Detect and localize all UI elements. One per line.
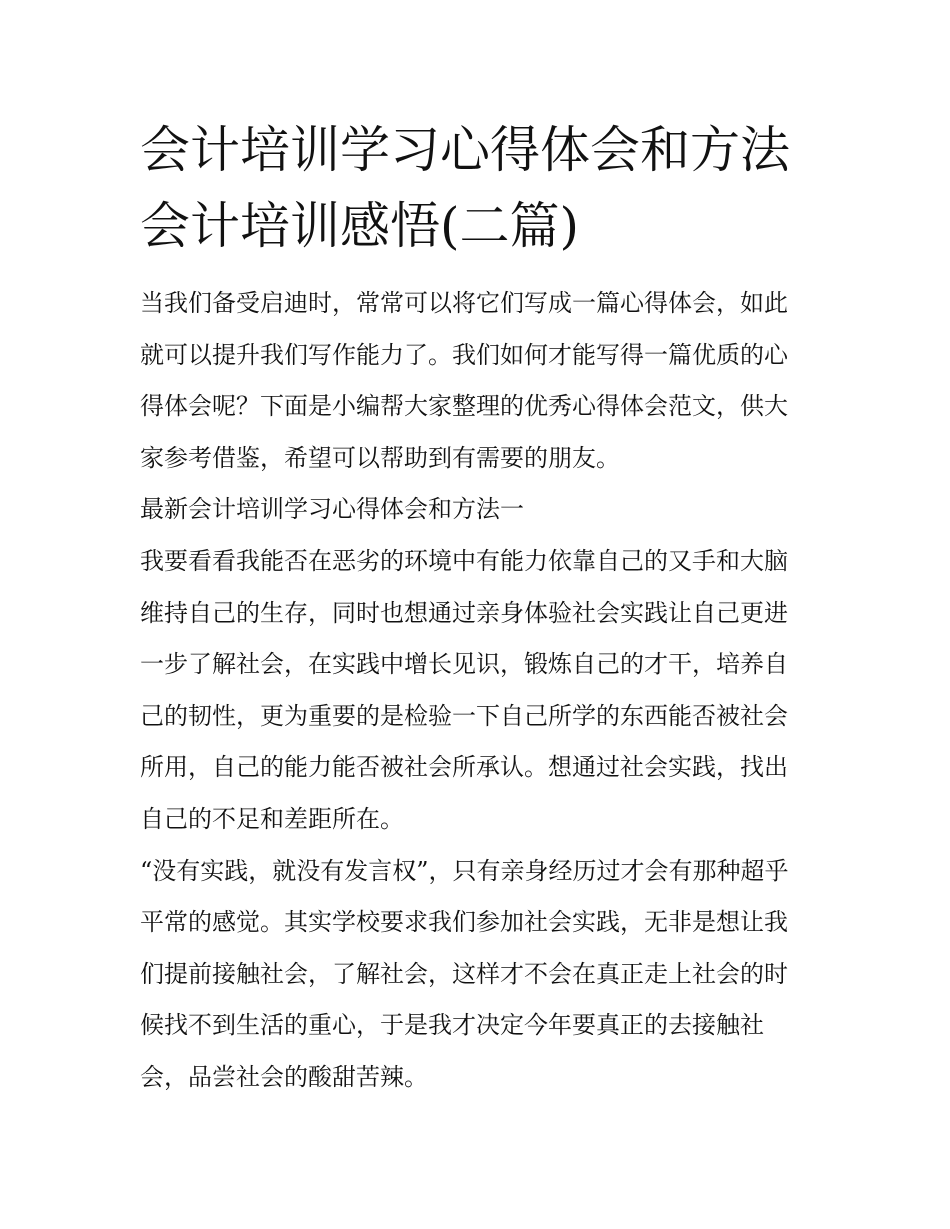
document-body bbox=[140, 278, 816, 1104]
text-line: 平常的感觉。其实学校要求我们参加社会实践，无非是想让我 bbox=[140, 908, 788, 937]
body-paragraph bbox=[140, 536, 816, 846]
title-line-2: 会计培训感悟(二篇) bbox=[140, 197, 580, 255]
body-paragraph bbox=[140, 846, 816, 1104]
text-line: “没有实践，就没有发言权”，只有亲身经历过才会有那种超乎 bbox=[140, 856, 789, 885]
text-line: 一步了解社会，在实践中增长见识，锻炼自己的才干，培养自 bbox=[140, 650, 788, 679]
text-line: 我要看看我能否在恶劣的环境中有能力依靠自己的又手和大脑 bbox=[140, 546, 788, 575]
text-line: 最新会计培训学习心得体会和方法一 bbox=[140, 495, 524, 524]
text-line: 所用，自己的能力能否被社会所承认。想通过社会实践，找出 bbox=[140, 753, 788, 782]
text-line: 当我们备受启迪时，常常可以将它们写成一篇心得体会，如此 bbox=[140, 289, 788, 317]
document-title bbox=[140, 112, 820, 264]
text-line: 就可以提升我们写作能力了。我们如何才能写得一篇优质的心 bbox=[140, 340, 788, 369]
text-line: 们提前接触社会，了解社会，这样才不会在真正走上社会的时 bbox=[140, 959, 788, 988]
title-line-1: 会计培训学习心得体会和方法 bbox=[140, 121, 790, 179]
text-line: 自己的不足和差距所在。 bbox=[140, 804, 404, 833]
text-line: 会，品尝社会的酸甜苦辣。 bbox=[140, 1062, 428, 1091]
text-line: 家参考借鉴，希望可以帮助到有需要的朋友。 bbox=[140, 443, 620, 472]
section-heading bbox=[140, 484, 816, 536]
text-line: 维持自己的生存，同时也想通过亲身体验社会实践让自己更进 bbox=[140, 598, 788, 627]
intro-paragraph bbox=[140, 278, 816, 484]
text-line: 己的韧性，更为重要的是检验一下自己所学的东西能否被社会 bbox=[140, 701, 788, 730]
text-line: 候找不到生活的重心，于是我才决定今年要真正的去接触社 bbox=[140, 1011, 764, 1040]
text-line: 得体会呢？下面是小编帮大家整理的优秀心得体会范文，供大 bbox=[140, 392, 788, 421]
